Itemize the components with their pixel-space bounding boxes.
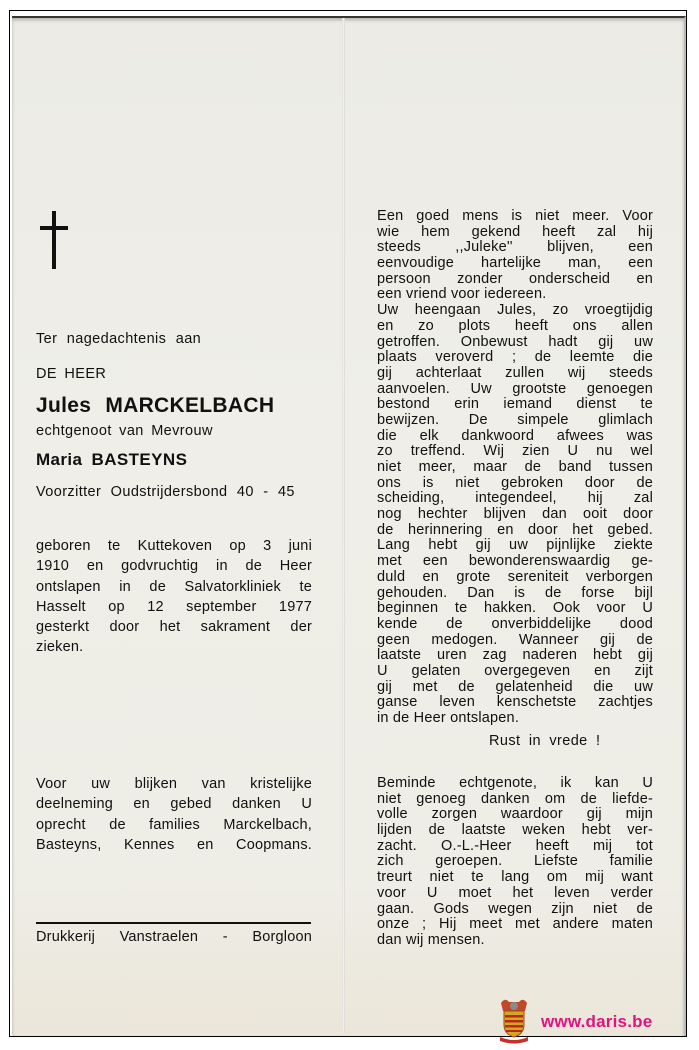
thanks-line: Basteyns, Kennes en Coopmans. [36,836,312,853]
printer-text: Drukkerij Vanstraelen - Borgloon [36,929,312,945]
bio-line: gesterkt door het sakrament der [36,619,312,636]
tribute-line: gehouden. Dan is de forse bijl [377,584,653,601]
spouse-name: Maria BASTEYNS [36,450,188,469]
farewell-line: Beminde echtgenote, ik kan U [377,775,653,791]
tribute-line: scheiding, integendeel, hij zal [377,490,653,507]
tribute-line: getroffen. Onbewust hadt gij uw [377,333,653,350]
tribute-line: plaats veroverd ; de leemte die [377,349,653,366]
tribute-line: Een goed mens is niet meer. Voor [377,208,653,224]
deceased-name: Jules MARCKELBACH [36,394,275,417]
thanks-line: deelneming en gebed danken U [36,796,312,813]
tribute-line: en zo plots heeft ons allen [377,317,653,334]
tribute-line: persoon zonder onderscheid en [377,270,653,287]
tribute-line: kende de onverbiddelijke dood [377,615,653,632]
farewell-line: zich geroepen. Liefste familie [377,853,653,870]
tribute-line: gij achterlaat zullen wij steeds [377,364,653,381]
farewell-paragraph [377,776,653,949]
farewell-line: voor U moet het leven verder [377,884,653,901]
tribute-line: wie hem gekend heeft zal hij [377,223,653,240]
farewell-line: onze ; Hij meet met andere maten [377,916,653,933]
cross-icon [40,211,70,269]
farewell-line: gaan. Gods wegen zijn niet de [377,900,653,917]
tribute-line: de herinnering en door het gebed. [377,521,653,538]
thanks-paragraph [36,774,312,855]
thanks-line: oprecht de families Marckelbach, [36,816,312,833]
tribute-line: geen medogen. Wanneer gij de [377,631,653,648]
spouse-intro: echtgenoot van Mevrouw [36,423,213,439]
tribute-line: met een bewonderenswaardig ge- [377,553,653,570]
tribute-line: nog hechter blijven dan ooit door [377,506,653,523]
role-text: Voorzitter Oudstrijdersbond 40 - 45 [36,484,295,500]
coat-of-arms-icon [497,997,531,1045]
tribute-line: een vriend voor iedereen. [377,286,547,303]
thanks-line: Voor uw blijken van kristelijke [36,776,312,792]
card-fold [342,18,345,1033]
farewell-line: zacht. O.-L.-Heer heeft mij tot [377,837,653,854]
tribute-line: die elk dankwoord afwees was [377,427,653,444]
rest-in-peace: Rust in vrede ! [489,733,601,749]
printer-credit [36,930,312,946]
tribute-line: laatste uren zag naderen hebt gij [377,647,653,664]
tribute-line: ganse leven kenschetste zachtjes [377,694,653,711]
farewell-line: treurt niet te lang om mij want [377,869,653,886]
tribute-line: Uw heengaan Jules, zo vroegtijdig [377,302,653,319]
tribute-line: steeds ,,Juleke'' blijven, een [377,239,653,256]
bio-line: 1910 en godvruchtig in de Heer [36,558,312,575]
tribute-line: zo treffend. Wij zien U nu wel [377,443,653,460]
farewell-line: niet genoeg danken om de liefde- [377,790,653,807]
tribute-line: gij met de gelatenheid die uw [377,678,653,695]
farewell-line: volle zorgen waardoor gij mijn [377,806,653,823]
farewell-line: dan wij mensen. [377,931,485,948]
tribute-line: Lang hebt gij uw pijnlijke ziekte [377,537,653,554]
tribute-line: beginnen te hakken. Ook voor U [377,600,653,617]
tribute-line: niet meer, maar de band tussen [377,459,653,475]
divider-line [36,922,311,924]
farewell-line: lijden de laatste weken hebt ver- [377,822,653,839]
tribute-line: ons is niet gebroken door de [377,474,653,491]
intro-text: Ter nagedachtenis aan [36,331,202,347]
title-text: DE HEER [36,366,107,382]
tribute-line: bewijzen. De simpele glimlach [377,411,653,428]
bio-line: ontslapen in de Salvatorkliniek te [36,578,312,595]
bio-line: geboren te Kuttekoven op 3 juni [36,538,312,554]
bio-line: zieken. [36,639,84,656]
tribute-line: aanvoelen. Uw grootste genoegen [377,380,653,397]
bio-paragraph [36,536,312,658]
bio-line: Hasselt op 12 september 1977 [36,598,312,615]
tribute-line: in de Heer ontslapen. [377,710,520,726]
tribute-line: eenvoudige hartelijke man, een [377,255,653,272]
tribute-line: U gelaten overgegeven en zijt [377,662,653,679]
tribute-line: bestond erin iemand dienst te [377,396,653,413]
watermark-url: www.daris.be [541,1012,653,1031]
tribute-line: duld en grote sereniteit verborgen [377,568,653,585]
tribute-paragraph [377,209,653,727]
